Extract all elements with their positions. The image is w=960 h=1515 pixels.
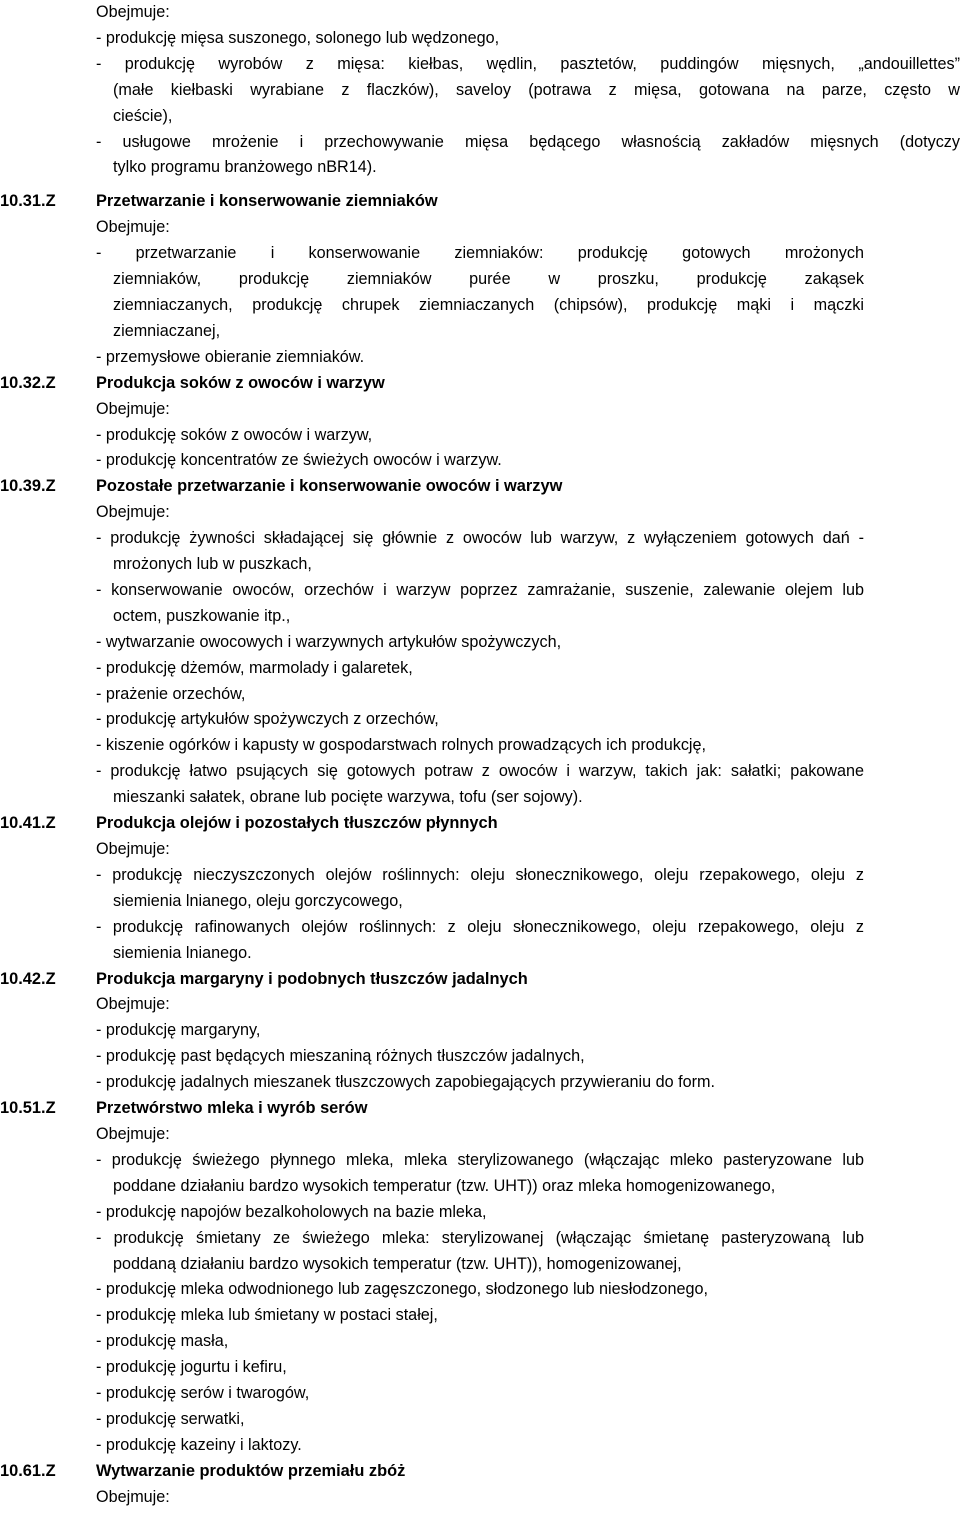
list-item-text: - produkcję masła,: [96, 1332, 229, 1351]
list-item: [0, 1018, 864, 1044]
list-item-text: mrożonych lub w puszkach,: [113, 555, 312, 574]
section-title: Przetwarzanie i konserwowanie ziemniaków: [96, 192, 438, 211]
list-item-text: siemienia lnianego, oleju gorczycowego,: [113, 891, 403, 910]
list-item-line: [96, 889, 864, 915]
list-item-line: [96, 1433, 864, 1459]
list-item: [0, 863, 864, 915]
section-heading: [0, 1459, 960, 1485]
list-item-line: [96, 423, 864, 449]
list-item-line: [96, 759, 864, 785]
section-heading: [0, 1096, 960, 1122]
obejmuje-label: Obejmuje:: [96, 3, 170, 21]
section: [0, 967, 960, 1097]
section-heading: [0, 189, 960, 215]
intro-line: [0, 52, 960, 78]
list-item-text: - produkcję margaryny,: [96, 1021, 261, 1040]
list-item-text: - produkcję jogurtu i kefiru,: [96, 1358, 287, 1377]
obejmuje-label: Obejmuje:: [96, 503, 170, 522]
list-item: [0, 759, 864, 811]
list-item-line: [96, 630, 864, 656]
section-code: 10.41.Z: [0, 814, 56, 833]
obejmuje-label: Obejmuje:: [96, 840, 170, 858]
list-item: [0, 915, 864, 967]
section: [0, 811, 960, 966]
list-item: [0, 1433, 864, 1459]
list-item: [0, 1044, 864, 1070]
list-item-line: [96, 1252, 864, 1278]
list-item-text: - prażenie orzechów,: [96, 684, 246, 703]
list-item: [0, 1148, 864, 1200]
list-item-line: [96, 656, 864, 682]
list-item-line: [96, 863, 864, 889]
list-item-text: - produkcję serów i twarogów,: [96, 1384, 310, 1403]
list-item-line: [96, 1070, 864, 1096]
list-item-text: siemienia lnianego.: [113, 943, 252, 962]
list-item: [0, 682, 864, 708]
list-item: [0, 241, 864, 345]
list-item-line: [96, 1303, 864, 1329]
obejmuje-label: Obejmuje:: [96, 399, 170, 418]
section-title: Produkcja olejów i pozostałych tłuszczów płynnych: [96, 814, 498, 833]
section-heading: [0, 967, 960, 993]
list-item-text: ziemniaczanej,: [113, 321, 221, 340]
list-item: [0, 1407, 864, 1433]
section-code: 10.51.Z: [0, 1099, 56, 1118]
list-item-line: [96, 1148, 864, 1174]
list-item-line: [96, 448, 864, 474]
section: [0, 189, 960, 370]
list-item-text: - wytwarzanie owocowych i warzywnych artykułów spożywczych,: [96, 632, 562, 651]
list-item: [0, 448, 864, 474]
list-item-line: [96, 1277, 864, 1303]
list-item-text: - produkcję mleka lub śmietany w postaci stałej,: [96, 1306, 438, 1325]
list-item-line: [96, 1200, 864, 1226]
list-item-text: - produkcję past będących mieszaniną różnych tłuszczów jadalnych,: [96, 1047, 585, 1066]
list-item-line: [96, 319, 864, 345]
intro-line-text: - produkcję wyrobów z mięsa: kiełbas, wędlin, pasztetów, puddingów mięsnych, „andouillettes”: [96, 54, 960, 73]
list-item: [0, 707, 864, 733]
list-item-line: [96, 1381, 864, 1407]
section-heading: [0, 811, 960, 837]
section-code: 10.39.Z: [0, 477, 56, 496]
list-item-text: ziemniaków, produkcję ziemniaków purée w proszku, produkcję zakąsek: [113, 270, 864, 289]
sections-list: [0, 189, 960, 1510]
list-item-text: mieszanki sałatek, obrane lub pocięte warzywa, tofu (ser sojowy).: [113, 788, 583, 807]
list-item-text: ziemniaczanych, produkcję chrupek ziemniaczanych (chipsów), produkcję mąki i mączki: [113, 295, 864, 314]
list-item-text: - kiszenie ogórków i kapusty w gospodarstwach rolnych prowadzących ich produkcję,: [96, 736, 707, 755]
list-item: [0, 1355, 864, 1381]
list-item-text: - produkcję łatwo psujących się gotowych potraw z owoców i warzyw, takich jak: sałatki; pakowane: [96, 762, 864, 781]
list-item-line: [96, 941, 864, 967]
list-item-line: [96, 526, 864, 552]
section-title: Produkcja margaryny i podobnych tłuszczów jadalnych: [96, 969, 528, 988]
obejmuje-label: Obejmuje:: [96, 1487, 170, 1506]
list-item-text: - produkcję serwatki,: [96, 1409, 245, 1428]
list-item: [0, 1070, 864, 1096]
list-item-line: [96, 1329, 864, 1355]
list-item-text: - produkcję napojów bezalkoholowych na bazie mleka,: [96, 1202, 487, 1221]
list-item-text: - produkcję świeżego płynnego mleka, mleka sterylizowanego (włączając mleko pasteryzowane lub: [96, 1150, 864, 1169]
list-item: [0, 1381, 864, 1407]
list-item: [0, 1329, 864, 1355]
list-item-text: - przetwarzanie i konserwowanie ziemniaków: produkcję gotowych mrożonych: [96, 244, 864, 263]
intro-line-text: (małe kiełbaski wyrabiane z flaczków), saveloy (potrawa z mięsa, gotowana na parze, często w: [113, 80, 960, 99]
intro-line: [0, 130, 960, 156]
intro-line-text: cieście),: [113, 106, 173, 125]
list-item-text: - produkcję śmietany ze świeżego mleka: sterylizowanej (włączając śmietanę pasteryzowaną lub: [96, 1228, 864, 1247]
list-item-text: - produkcję żywności składającej się głównie z owoców lub warzyw, z wyłączeniem gotowych dań -: [96, 529, 864, 548]
section-title: Wytwarzanie produktów przemiału zbóż: [96, 1461, 406, 1480]
list-item-line: [96, 682, 864, 708]
list-item-text: - produkcję soków z owoców i warzyw,: [96, 425, 373, 444]
list-item-line: [96, 1355, 864, 1381]
intro-line: [0, 78, 960, 104]
section: [0, 1096, 960, 1459]
list-item-text: poddaną działaniu bardzo wysokich temperatur (tzw. UHT)), homogenizowanej,: [113, 1254, 682, 1273]
section-heading: [0, 371, 960, 397]
list-item-line: [96, 604, 864, 630]
section: [0, 474, 960, 811]
section-code: 10.61.Z: [0, 1461, 56, 1480]
list-item-line: [96, 345, 864, 371]
section-title: Pozostałe przetwarzanie i konserwowanie owoców i warzyw: [96, 477, 563, 496]
list-item-text: - produkcję artykułów spożywczych z orzechów,: [96, 710, 439, 729]
section-title: Przetwórstwo mleka i wyrób serów: [96, 1099, 368, 1118]
section-heading: [0, 474, 960, 500]
intro-line-text: tylko programu branżowego nBR14).: [113, 158, 377, 177]
section: [0, 1459, 960, 1511]
list-item: [0, 1277, 864, 1303]
section-title: Produkcja soków z owoców i warzyw: [96, 373, 385, 392]
list-item-text: - produkcję nieczyszczonych olejów roślinnych: oleju słonecznikowego, oleju rzepakowego, oleju z: [96, 865, 864, 884]
intro-line-text: - usługowe mrożenie i przechowywanie mięsa będącego własnością zakładów mięsnych (dotyczy: [96, 132, 960, 151]
list-item: [0, 1303, 864, 1329]
list-item-line: [96, 552, 864, 578]
list-item-text: - produkcję kazeiny i laktozy.: [96, 1435, 302, 1454]
intro-line-text: - produkcję mięsa suszonego, solonego lub wędzonego,: [96, 28, 500, 47]
list-item-line: [96, 733, 864, 759]
list-item-line: [96, 707, 864, 733]
intro-line: [0, 26, 960, 52]
list-item-text: - przemysłowe obieranie ziemniaków.: [96, 347, 365, 366]
section: [0, 371, 960, 475]
list-item: [0, 1200, 864, 1226]
intro-line: [0, 155, 960, 181]
list-item: [0, 345, 864, 371]
list-item-line: [96, 578, 864, 604]
section-code: 10.32.Z: [0, 373, 56, 392]
section-code: 10.31.Z: [0, 192, 56, 211]
list-item-line: [96, 1226, 864, 1252]
list-item-line: [96, 1174, 864, 1200]
list-item-text: - produkcję rafinowanych olejów roślinnych: z oleju słonecznikowego, oleju rzepakowego, oleju z: [96, 917, 864, 936]
obejmuje-label: Obejmuje:: [96, 218, 170, 237]
obejmuje-label: Obejmuje:: [96, 995, 170, 1014]
list-item-text: poddane działaniu bardzo wysokich temperatur (tzw. UHT)) oraz mleka homogenizowanego,: [113, 1176, 776, 1195]
obejmuje-label: Obejmuje:: [96, 1124, 170, 1143]
list-item-text: - produkcję jadalnych mieszanek tłuszczowych zapobiegających przywieraniu do form.: [96, 1073, 716, 1092]
list-item: [0, 630, 864, 656]
section-code: 10.42.Z: [0, 969, 56, 988]
list-item: [0, 526, 864, 578]
list-item: [0, 1226, 864, 1278]
intro-line: [0, 104, 960, 130]
list-item-line: [96, 241, 864, 267]
list-item-text: - produkcję dżemów, marmolady i galaretek,: [96, 658, 413, 677]
intro-block: [0, 0, 960, 181]
list-item: [0, 423, 864, 449]
list-item-line: [96, 293, 864, 319]
list-item-line: [96, 1044, 864, 1070]
list-item-text: - konserwowanie owoców, orzechów i warzyw poprzez zamrażanie, suszenie, zalewanie olejem lub: [96, 580, 864, 599]
list-item-text: - produkcję mleka odwodnionego lub zagęszczonego, słodzonego lub niesłodzonego,: [96, 1280, 708, 1299]
list-item-line: [96, 267, 864, 293]
list-item: [0, 578, 864, 630]
list-item-line: [96, 915, 864, 941]
list-item-line: [96, 785, 864, 811]
list-item-line: [96, 1018, 864, 1044]
list-item: [0, 733, 864, 759]
list-item: [0, 656, 864, 682]
list-item-text: - produkcję koncentratów ze świeżych owoców i warzyw.: [96, 451, 502, 470]
list-item-line: [96, 1407, 864, 1433]
list-item-text: octem, puszkowanie itp.,: [113, 606, 291, 625]
